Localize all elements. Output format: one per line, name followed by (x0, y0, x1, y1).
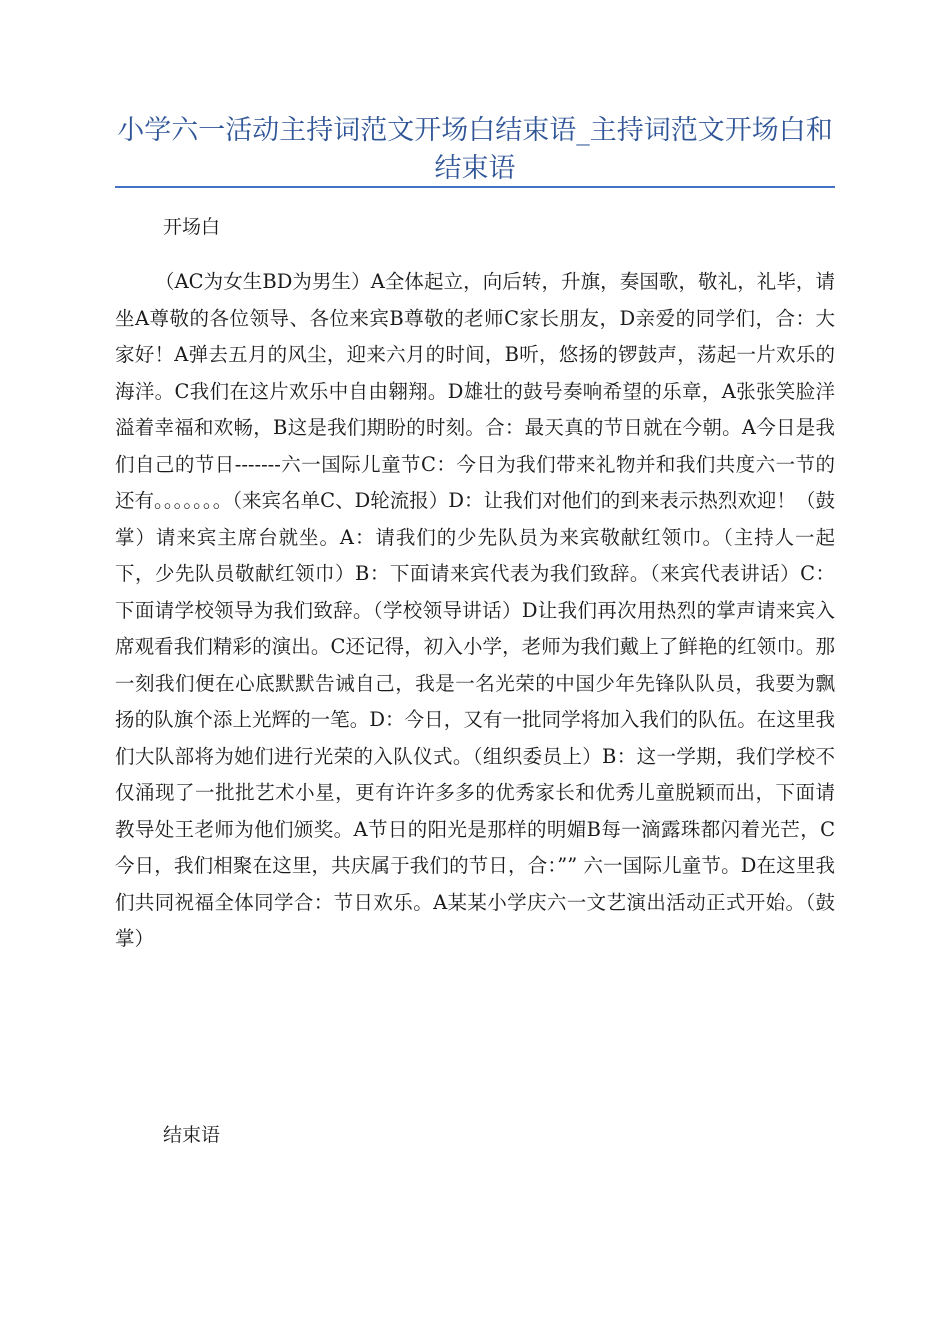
document-title: 小学六一活动主持词范文开场白结束语_主持词范文开场白和结束语 (117, 115, 833, 184)
section-heading-opening: 开场白 (163, 216, 221, 238)
section-heading-closing: 结束语 (163, 1124, 221, 1146)
title-underline (115, 186, 835, 188)
section-body-opening: （AC为女生BD为男生）A全体起立，向后转，升旗，奏国歌，敬礼，礼毕，请坐A尊敬的各位领导、各位来宾B尊敬的老师C家长朋友，D亲爱的同学们，合：大家好！A弹去五月的风尘，迎来六月的时间，B听，悠扬的锣鼓声，荡起一片欢乐的海洋。C我们在这片欢乐中自由翱翔。D雄壮的鼓号奏响希望的乐章，A张张笑脸洋溢着幸福和欢畅，B这是我们期盼的时刻。合：最天真的节日就在今朝。A今日是我们自己的节日-------六一国际儿童节C：今日为我们带来礼物并和我们共度六一节的还有。。。。。。。（来宾名单C、D轮流报）D：让我们对他们的到来表示热烈欢迎！（鼓掌）请来宾主席台就坐。A：请我们的少先队员为来宾敬献红领巾。（主持人一起下，少先队员敬献红领巾）B：下面请来宾代表为我们致辞。（来宾代表讲话）C：下面请学校领导为我们致辞。（学校领导讲话）D让我们再次用热烈的掌声请来宾入席观看我们精彩的演出。C还记得，初入小学，老师为我们戴上了鲜艳的红领巾。那一刻我们便在心底默默告诫自己，我是一名光荣的中国少年先锋队队员，我要为飘扬的队旗个添上光辉的一笔。D：今日，又有一批同学将加入我们的队伍。在这里我们大队部将为她们进行光荣的入队仪式。（组织委员上）B：这一学期，我们学校不仅涌现了一批批艺术小星，更有许许多多的优秀家长和优秀儿童脱颖而出，下面请教导处王老师为他们颁奖。A节日的阳光是那样的明媚B每一滴露珠都闪着光芒，C今日，我们相聚在这里，共庆属于我们的节日，合：”” 六一国际儿童节。D在这里我们共同祝福全体同学合：节日欢乐。A某某小学庆六一文艺演出活动正式开始。（鼓掌） (115, 270, 835, 950)
